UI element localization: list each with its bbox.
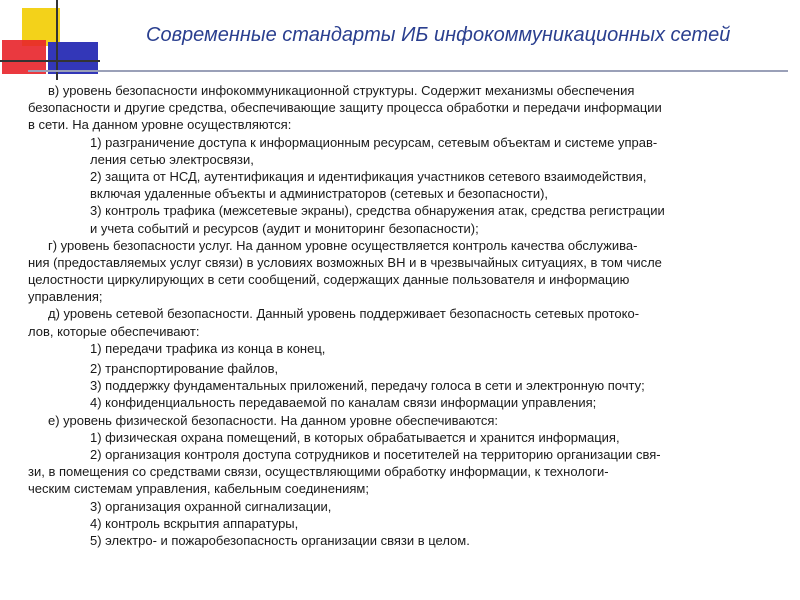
text-line: 5) электро- и пожаробезопасность организации связи в целом. — [90, 532, 470, 548]
text-line: 3) поддержку фундаментальных приложений, передачу голоса в сети и электронную почту; — [90, 378, 645, 394]
text-line: ческим системам управления, кабельным соединениям; — [28, 481, 369, 497]
text-line: г) уровень безопасности услуг. На данном уровне осуществляется контроль качества обслужива- — [48, 237, 638, 253]
text-line: в сети. На данном уровне осуществляются: — [28, 117, 292, 133]
text-line: 1) передачи трафика из конца в конец, — [90, 340, 326, 356]
document-body — [28, 82, 786, 549]
text-line: и учета событий и ресурсов (аудит и мониторинг безопасности); — [90, 220, 479, 236]
text-line: 3) контроль трафика (межсетевые экраны), средства обнаружения атак, средства регистрации — [90, 203, 665, 219]
corner-logo — [0, 0, 100, 80]
text-line: 4) конфиденциальность передаваемой по каналам связи информации управления; — [90, 395, 597, 411]
text-line: е) уровень физической безопасности. На данном уровне обеспечиваются: — [48, 412, 499, 428]
logo-horizontal-line — [0, 60, 100, 62]
text-line: 3) организация охранной сигнализации, — [90, 498, 332, 514]
page-title: Современные стандарты ИБ инфокоммуникационных сетей — [146, 24, 731, 46]
text-line: 4) контроль вскрытия аппаратуры, — [90, 515, 299, 531]
text-line: в) уровень безопасности инфокоммуникационной структуры. Содержит механизмы обеспечения — [48, 83, 635, 98]
text-line: целостности циркулирующих в сети сообщений, содержащих данные пользователя и информацию — [28, 272, 630, 288]
text-line: 2) транспортирование файлов, — [90, 361, 279, 376]
text-line: 2) организация контроля доступа сотрудников и посетителей на территорию организации свя- — [90, 446, 661, 462]
title-divider — [28, 70, 788, 72]
text-line: ления сетью электросвязи, — [90, 151, 254, 167]
text-line: зи, в помещения со средствами связи, осуществляющими обработку информации, к технологи- — [28, 464, 609, 480]
text-line: безопасности и другие средства, обеспечивающие защиту процесса обработки и передачи информации — [28, 100, 662, 116]
text-line: ния (предоставляемых услуг связи) в условиях возможных ВН и в чрезвычайных ситуациях, в том числе — [28, 254, 662, 270]
text-line: лов, которые обеспечивают: — [28, 323, 200, 339]
logo-vertical-line — [56, 0, 58, 80]
text-line: 1) физическая охрана помещений, в которых обрабатывается и хранится информация, — [90, 429, 620, 445]
text-line: включая удаленные объекты и администраторов (сетевых и безопасности), — [90, 186, 549, 202]
text-line: д) уровень сетевой безопасности. Данный уровень поддерживает безопасность сетевых протоко- — [48, 306, 640, 322]
logo-red-square — [2, 40, 46, 74]
text-line: 2) защита от НСД, аутентификация и идентификация участников сетевого взаимодействия, — [90, 168, 647, 184]
text-line: 1) разграничение доступа к информационным ресурсам, сетевым объектам и системе управ- — [90, 134, 658, 150]
text-line: управления; — [28, 289, 103, 305]
